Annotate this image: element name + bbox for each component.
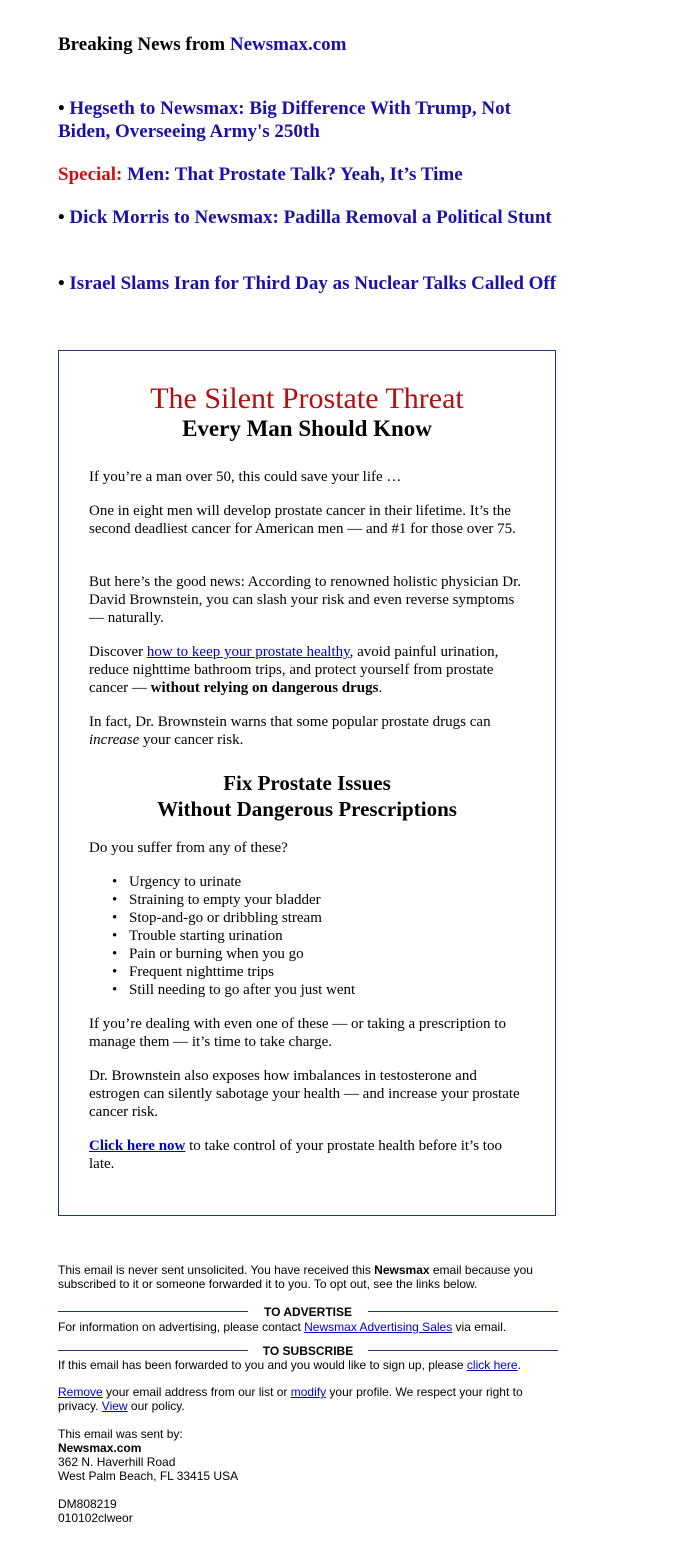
text: This email is never sent unsolicited. You have received this bbox=[58, 1263, 375, 1277]
divider bbox=[368, 1350, 558, 1351]
remove-link[interactable]: Remove bbox=[58, 1385, 103, 1399]
advertise-heading-label: TO ADVERTISE bbox=[256, 1305, 360, 1319]
promo-paragraph bbox=[89, 643, 529, 697]
list-item: • Stop-and-go or dribbling stream bbox=[129, 909, 529, 927]
special-label: Special: bbox=[58, 164, 123, 185]
modify-link[interactable]: modify bbox=[290, 1385, 327, 1399]
text: . bbox=[517, 1358, 521, 1372]
list-item: • Straining to empty your bladder bbox=[129, 891, 529, 909]
headline-link[interactable]: Men: That Prostate Talk? Yeah, It’s Time bbox=[122, 164, 463, 185]
text: If this email has been forwarded to you and you would like to sign up, please bbox=[58, 1358, 467, 1372]
company-name: Newsmax.com bbox=[58, 1441, 142, 1455]
address-line1: 362 N. Haverhill Road bbox=[58, 1455, 176, 1469]
subscribe-text bbox=[58, 1358, 558, 1372]
unsolicited-notice bbox=[58, 1263, 558, 1291]
headline-link[interactable]: Israel Slams Iran for Third Day as Nuclear Talks Called Off bbox=[69, 273, 557, 294]
advertising-sales-link[interactable]: Newsmax Advertising Sales bbox=[304, 1320, 453, 1334]
list-item: • Trouble starting urination bbox=[129, 927, 529, 945]
text: Discover bbox=[89, 644, 147, 660]
bullet: • bbox=[58, 273, 70, 294]
list-item: • Frequent nighttime trips bbox=[129, 963, 529, 981]
promo-paragraph: Dr. Brownstein also exposes how imbalances in testosterone and estrogen can silently sabotage your health — and increase your prostate cancer risk. bbox=[89, 1068, 520, 1120]
bullet: • bbox=[58, 98, 70, 119]
section-heading-line1: Fix Prostate Issues bbox=[223, 771, 391, 795]
text: via email. bbox=[452, 1320, 507, 1334]
sent-by-label: This email was sent by: bbox=[58, 1427, 183, 1441]
subscribe-heading-label: TO SUBSCRIBE bbox=[255, 1344, 361, 1358]
list-item: • Urgency to urinate bbox=[129, 873, 529, 891]
divider bbox=[368, 1311, 558, 1312]
italic-text: increase bbox=[89, 732, 140, 748]
subscribe-heading bbox=[58, 1344, 558, 1358]
tracking-codes bbox=[58, 1497, 558, 1525]
headline-item[interactable] bbox=[58, 206, 558, 229]
text: our policy. bbox=[127, 1399, 185, 1413]
prostate-health-link[interactable]: how to keep your prostate healthy bbox=[146, 644, 350, 660]
brand-link[interactable]: Newsmax.com bbox=[229, 34, 347, 55]
promo-paragraph: But here’s the good news: According to renowned holistic physician Dr. David Brownstein, you can slash your risk and even reverse symptoms — naturally. bbox=[89, 574, 522, 626]
headline-item[interactable] bbox=[58, 163, 558, 186]
view-policy-link[interactable]: View bbox=[101, 1399, 128, 1413]
symptoms-question: Do you suffer from any of these? bbox=[89, 840, 288, 856]
text: , avoid painful urination, reduce nighttime bathroom trips, and protect yourself from prostate cancer — bbox=[89, 644, 499, 696]
sender-block bbox=[58, 1427, 558, 1483]
cta-paragraph bbox=[89, 1137, 529, 1173]
section-heading-line2: Without Dangerous Prescriptions bbox=[157, 797, 457, 821]
list-item: • Pain or burning when you go bbox=[129, 945, 529, 963]
text: your email address from our list or bbox=[102, 1385, 291, 1399]
bold-text: without relying on dangerous drugs bbox=[150, 680, 379, 696]
promo-paragraph: One in eight men will develop prostate cancer in their lifetime. It’s the second deadliest cancer for American men — and #1 for those over 75. bbox=[89, 503, 516, 537]
tracking-code: DM808219 bbox=[58, 1497, 117, 1511]
text: For information on advertising, please contact bbox=[58, 1320, 305, 1334]
email-header bbox=[58, 34, 346, 56]
promo-paragraph: If you’re dealing with even one of these — or taking a prescription to manage them — it’s time to take charge. bbox=[89, 1016, 506, 1050]
bullet: • bbox=[58, 207, 70, 228]
brand-name: Newsmax bbox=[374, 1263, 430, 1277]
text: email because you subscribed to it or someone forwarded it to you. To opt out, see the links below. bbox=[58, 1263, 533, 1291]
headline-item[interactable] bbox=[58, 97, 558, 143]
list-item: • Still needing to go after you just went bbox=[129, 981, 529, 999]
text: . bbox=[378, 680, 383, 696]
text: your cancer risk. bbox=[139, 732, 244, 748]
header-prefix: Breaking News from bbox=[58, 34, 230, 55]
subscribe-link[interactable]: click here bbox=[466, 1358, 518, 1372]
symptom-list bbox=[129, 873, 529, 999]
divider bbox=[58, 1350, 248, 1351]
divider bbox=[58, 1311, 248, 1312]
tracking-code: 010102clweor bbox=[58, 1511, 133, 1525]
click-here-now-link[interactable]: Click here now bbox=[89, 1138, 186, 1154]
text: In fact, Dr. Brownstein warns that some popular prostate drugs can bbox=[89, 714, 491, 730]
text: to take control of your prostate health before it’s too late. bbox=[89, 1138, 502, 1172]
promo-title: The Silent Prostate Threat bbox=[150, 382, 464, 415]
promo-paragraph bbox=[89, 713, 529, 749]
headline-item[interactable] bbox=[58, 272, 558, 295]
promo-intro: If you’re a man over 50, this could save your life … bbox=[89, 469, 402, 485]
advertise-heading bbox=[58, 1305, 558, 1319]
promo-box bbox=[58, 350, 556, 1216]
text: your profile. We respect your right to privacy. bbox=[58, 1385, 523, 1413]
headline-link[interactable]: Hegseth to Newsmax: Big Difference With Trump, Not Biden, Overseeing Army's 250th bbox=[58, 98, 511, 142]
promo-subtitle: Every Man Should Know bbox=[182, 416, 432, 441]
privacy-text bbox=[58, 1385, 558, 1413]
address-line2: West Palm Beach, FL 33415 USA bbox=[58, 1469, 239, 1483]
advertise-text bbox=[58, 1320, 558, 1334]
headline-link[interactable]: Dick Morris to Newsmax: Padilla Removal a Political Stunt bbox=[69, 207, 552, 228]
